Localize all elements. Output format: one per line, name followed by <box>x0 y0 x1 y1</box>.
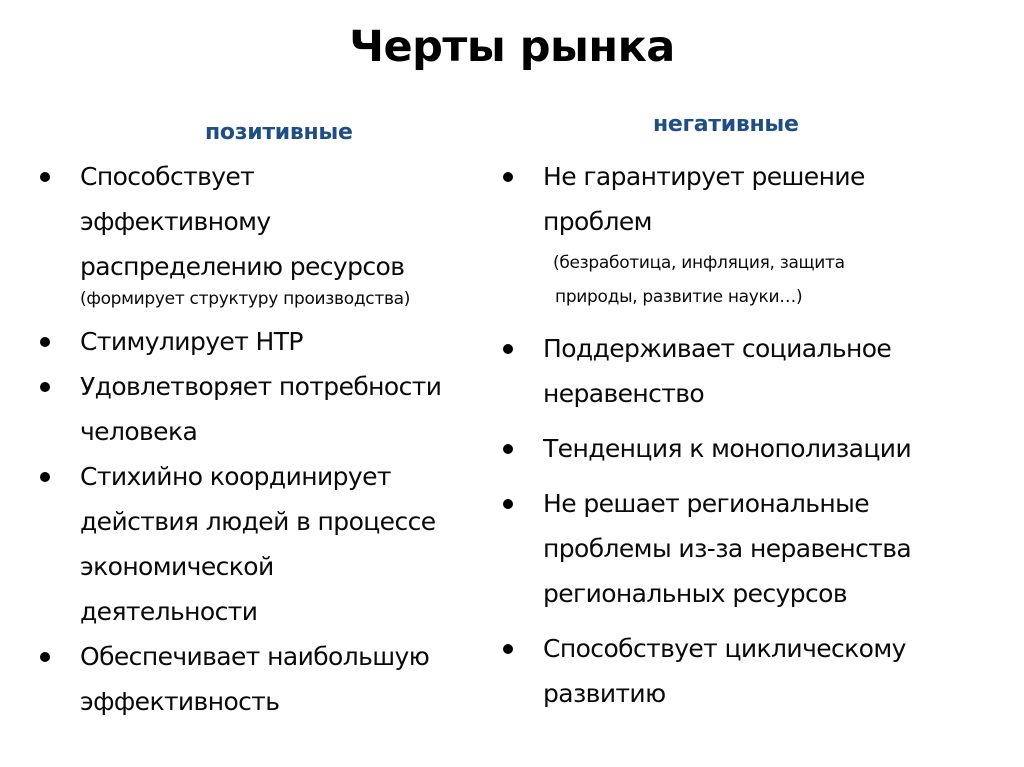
list-item-text: Обеспечивает наибольшую <box>80 642 430 671</box>
slide-title: Черты рынка <box>349 22 675 72</box>
list-item-text: Удовлетворяет потребности <box>80 372 442 401</box>
list-item-text: проблемы из-за неравенства <box>543 534 912 563</box>
positive-item-1 <box>40 154 510 315</box>
list-item-text: Поддерживает социальное <box>543 334 892 363</box>
list-item-note: (формирует структуру производства) <box>80 289 411 309</box>
list-item-text: развитию <box>543 679 666 708</box>
list-item-text: Тенденция к монополизации <box>543 434 912 463</box>
list-item-text: эффективному <box>80 207 271 236</box>
list-item-text: действия людей в процессе <box>80 507 436 536</box>
bullet-dot-icon <box>503 344 513 354</box>
positive-item-2 <box>40 319 510 364</box>
list-item-text: региональных ресурсов <box>543 579 847 608</box>
list-item-text: Стимулирует НТР <box>80 327 303 356</box>
positive-item-4 <box>40 454 510 634</box>
bullet-dot-icon <box>40 382 50 392</box>
bullet-dot-icon <box>40 172 50 182</box>
negative-item-3 <box>503 426 1003 471</box>
positive-item-5 <box>40 634 510 724</box>
list-item-text: Способствует <box>80 162 255 191</box>
negative-item-4 <box>503 481 1003 616</box>
bullet-dot-icon <box>503 499 513 509</box>
list-item-text: деятельности <box>80 597 258 626</box>
list-item-text: Способствует циклическому <box>543 634 906 663</box>
positive-heading: позитивные <box>205 120 353 145</box>
positive-list <box>40 154 510 724</box>
list-item-text: распределению ресурсов <box>80 252 405 281</box>
list-item-text: Не решает региональные <box>543 489 870 518</box>
bullet-dot-icon <box>503 644 513 654</box>
bullet-dot-icon <box>40 472 50 482</box>
positive-item-3 <box>40 364 510 454</box>
list-item-text: неравенство <box>543 379 705 408</box>
negative-item-2 <box>503 326 1003 416</box>
bullet-dot-icon <box>40 652 50 662</box>
list-item-text: проблем <box>543 207 652 236</box>
list-item-text: эффективность <box>80 687 280 716</box>
list-item-text: Стихийно координирует <box>80 462 391 491</box>
list-item-note: природы, развитие науки…) <box>555 287 803 307</box>
bullet-dot-icon <box>503 444 513 454</box>
negative-heading: негативные <box>653 112 799 137</box>
list-item-text: человека <box>80 417 198 446</box>
negative-list <box>503 154 1003 716</box>
bullet-dot-icon <box>503 172 513 182</box>
negative-item-5 <box>503 626 1003 716</box>
list-item-note: (безработица, инфляция, защита <box>553 253 845 273</box>
negative-item-1 <box>503 154 1003 314</box>
list-item-text: Не гарантирует решение <box>543 162 865 191</box>
bullet-dot-icon <box>40 337 50 347</box>
list-item-text: экономической <box>80 552 274 581</box>
